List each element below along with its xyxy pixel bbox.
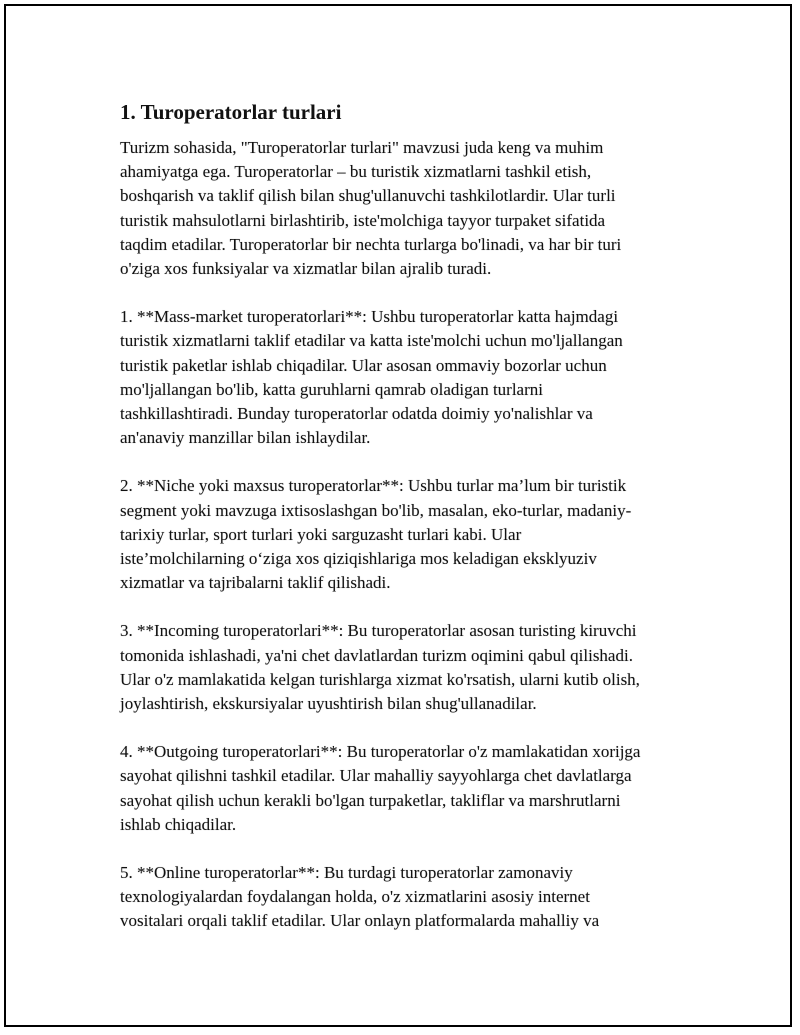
paragraph-niche: 2. **Niche yoki maxsus turoperatorlar**: Ushbu turlar ma’lum bir turistik segment yoki mavzuga ixtisoslashgan bo'lib, masalan, eko-turlar, madaniy- tarixiy turlar, sport turlari yoki sarguzasht turlari kabi. Ular iste’molchilarning o‘ziga xos qiziqishlariga mos keladigan eksklyuziv xizmatlar va tajribalarni taklif qilishadi.: [120, 476, 632, 593]
paragraph-outgoing: 4. **Outgoing turoperatorlari**: Bu turoperatorlar o'z mamlakatidan xorijga sayohat qilishni tashkil etadilar. Ular mahalliy sayyohlarga chet davlatlarga sayohat qilish uchun kerakli bo'lgan turpaketlar, takliflar va marshrutlarni ishlab chiqadilar.: [120, 742, 641, 834]
document-page: [4, 4, 792, 1027]
document-heading: 1. Turoperatorlar turlari: [120, 100, 342, 124]
paragraph-online: 5. **Online turoperatorlar**: Bu turdagi turoperatorlar zamonaviy texnologiyalardan foydalangan holda, o'z xizmatlarini asosiy internet vositalari orqali taklif etadilar. Ular onlayn platformalarda mahalliy va: [120, 863, 600, 931]
intro-paragraph: Turizm sohasida, "Turoperatorlar turlari" mavzusi juda keng va muhim ahamiyatga ega. Turoperatorlar – bu turistik xizmatlarni tashkil etish, boshqarish va taklif qilish bilan shug'ullanuvchi tashkilotlardir. Ular turli turistik mahsulotlarni birlashtirib, iste'molchiga tayyor turpaket sifatida taqdim etadilar. Turoperatorlar bir nechta turlarga bo'linadi, va har bir turi o'ziga xos funksiyalar va xizmatlar bilan ajralib turadi.: [120, 138, 622, 279]
paragraph-mass-market: 1. **Mass-market turoperatorlari**: Ushbu turoperatorlar katta hajmdagi turistik xizmatlarni taklif etadilar va katta iste'molchi uchun mo'ljallangan turistik paketlar ishlab chiqadilar. Ular asosan ommaviy bozorlar uchun mo'ljallangan bo'lib, katta guruhlarni qamrab oladigan turlarni tashkillashtiradi. Bunday turoperatorlar odatda doimiy yo'nalishlar va an'anaviy manzillar bilan ishlaydilar.: [120, 307, 623, 448]
document-body: [120, 136, 700, 934]
paragraph-incoming: 3. **Incoming turoperatorlari**: Bu turoperatorlar asosan turisting kiruvchi tomonida ishlashadi, ya'ni chet davlatlardan turizm oqimini qabul qilishadi. Ular o'z mamlakatida kelgan turishlarga xizmat ko'rsatish, ularni kutib olish, joylashtirish, ekskursiyalar uyushtirish bilan shug'ullanadilar.: [120, 621, 640, 714]
document-content: [120, 98, 700, 958]
